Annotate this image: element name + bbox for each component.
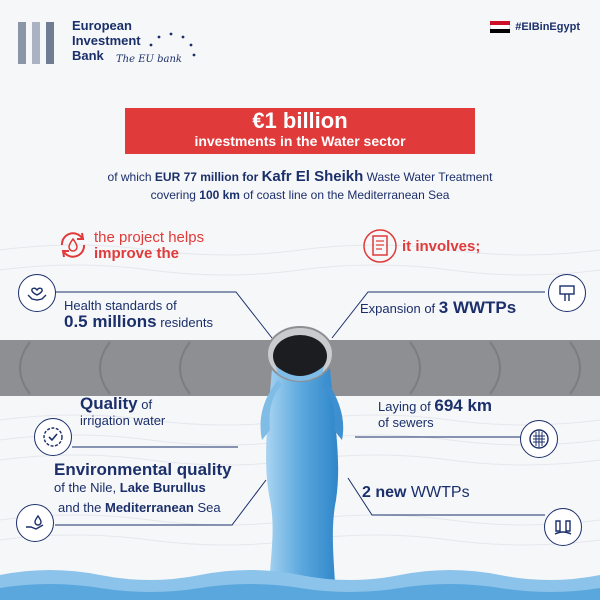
left-heading-line-2: improve the [94,245,180,262]
laying-value: 694 km [434,396,493,415]
subtitle-distance: 100 km [199,188,240,202]
logo-tagline: The EU bank [116,54,182,65]
environment-item [54,462,232,516]
subtitle-text: of which [107,170,155,184]
pipe-outlet [266,326,334,386]
subtitle-text: of coast line on the Mediterranean Sea [239,188,450,202]
logo-line-3: Bank [72,48,104,63]
new-wwtp-value: 2 new [362,484,407,501]
subtitle-text: Waste Water Treatment [363,170,493,184]
environment-sea: Sea [193,500,221,515]
subtitle-amount: EUR 77 million for [154,170,262,184]
sewer-grid-icon [520,420,558,458]
hands-heart-icon [18,274,56,312]
quality-of: of [137,397,153,412]
expansion-item [360,300,516,317]
quality-subject: irrigation water [80,413,166,428]
quality-badge-icon [34,418,72,456]
laying-subject: of sewers [378,415,434,430]
logo-line-2: Investment [72,33,141,48]
health-item [64,298,213,331]
health-value: 0.5 millions [64,312,157,331]
laying-label: Laying of [378,399,435,414]
laying-item [378,398,492,431]
title-subject: investments in the Water sector [194,133,406,149]
expansion-label: Expansion of [360,301,439,316]
environment-and: and the [58,500,105,515]
subtitle-place: Kafr El Sheikh [261,168,364,185]
expansion-value: 3 WWTPs [438,298,517,317]
hand-water-icon [16,504,54,542]
wwtp-outlet-icon [548,274,586,312]
environment-sea-name: Mediterranean [105,500,194,515]
left-heading-line-1: the project helps [94,229,205,246]
right-heading: it involves; [402,238,481,255]
title-amount: €1 billion [252,108,348,133]
environment-nile: of the Nile, [54,480,120,495]
quality-label: Quality [80,394,138,413]
hashtag-text: #EIBinEgypt [515,21,580,33]
new-wwtp-label: WWTPs [406,484,470,501]
quality-item [80,396,165,429]
subtitle-text: covering [150,188,200,202]
logo-line-1: European [72,18,132,33]
new-wwtp-item [362,484,470,502]
environment-lake: Lake Burullus [119,480,206,495]
treatment-plant-icon [544,508,582,546]
environment-label: Environmental quality [54,460,232,479]
health-unit: residents [156,315,213,330]
health-label: Health standards of [64,298,177,313]
